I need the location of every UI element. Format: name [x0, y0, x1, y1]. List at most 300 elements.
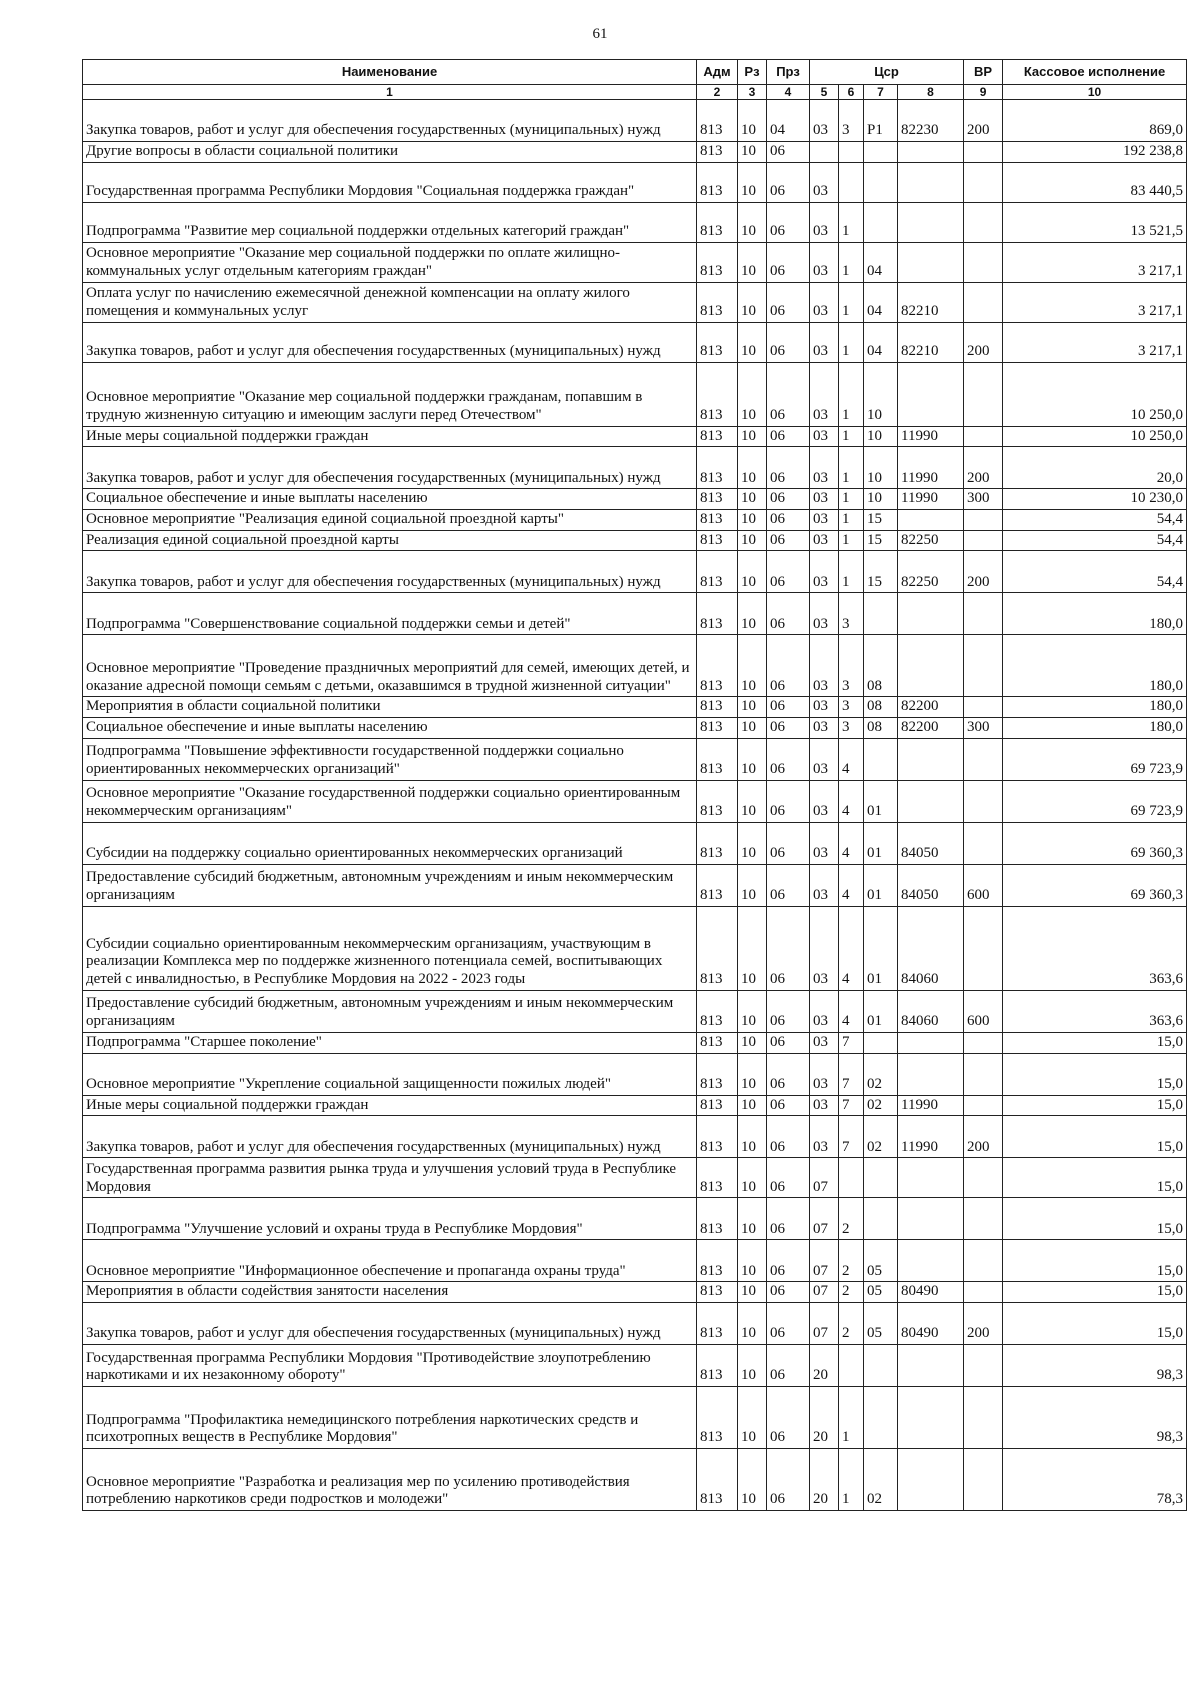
row-csr-event: [864, 1344, 898, 1386]
row-name: Закупка товаров, работ и услуг для обеспечения государственных (муниципальных) нужд: [83, 1302, 697, 1344]
row-csr-subprogram: 7: [839, 1032, 864, 1053]
row-csr-direction: 80490: [898, 1302, 964, 1344]
row-rz: 10: [738, 142, 767, 163]
row-vr: 600: [964, 990, 1003, 1032]
row-amount: 15,0: [1003, 1282, 1187, 1303]
row-csr-direction: [898, 362, 964, 426]
row-adm: 813: [697, 1032, 738, 1053]
row-rz: 10: [738, 1386, 767, 1448]
row-csr-direction: 11990: [898, 447, 964, 489]
row-rz: 10: [738, 100, 767, 142]
row-amount: 192 238,8: [1003, 142, 1187, 163]
row-csr-subprogram: 4: [839, 990, 864, 1032]
row-name: Государственная программа Республики Мордовия "Социальная поддержка граждан": [83, 162, 697, 202]
row-prz: 06: [767, 635, 810, 697]
row-rz: 10: [738, 530, 767, 551]
row-csr-event: 01: [864, 822, 898, 864]
row-csr-direction: 84060: [898, 990, 964, 1032]
row-vr: 200: [964, 1116, 1003, 1158]
row-rz: 10: [738, 162, 767, 202]
scan-edge: [0, 1692, 1200, 1702]
row-adm: 813: [697, 738, 738, 780]
row-csr-event: 10: [864, 362, 898, 426]
row-amount: 54,4: [1003, 530, 1187, 551]
row-csr-event: [864, 142, 898, 163]
row-adm: 813: [697, 162, 738, 202]
row-name: Субсидии на поддержку социально ориентированных некоммерческих организаций: [83, 822, 697, 864]
row-csr-program: 03: [810, 1032, 839, 1053]
row-rz: 10: [738, 1302, 767, 1344]
column-number: 1: [83, 85, 697, 100]
row-name: Подпрограмма "Развитие мер социальной поддержки отдельных категорий граждан": [83, 202, 697, 242]
row-vr: [964, 426, 1003, 447]
row-csr-direction: [898, 1448, 964, 1510]
row-vr: [964, 593, 1003, 635]
row-csr-program: [810, 142, 839, 163]
table-row: [83, 1282, 1187, 1303]
row-csr-program: 20: [810, 1386, 839, 1448]
row-vr: [964, 738, 1003, 780]
row-csr-subprogram: 1: [839, 530, 864, 551]
row-csr-event: P1: [864, 100, 898, 142]
row-amount: 83 440,5: [1003, 162, 1187, 202]
row-amount: 20,0: [1003, 447, 1187, 489]
row-csr-subprogram: 2: [839, 1302, 864, 1344]
header-amount: Кассовое исполнение: [1003, 60, 1187, 85]
row-prz: 06: [767, 593, 810, 635]
row-csr-subprogram: 1: [839, 242, 864, 282]
header-vr: ВР: [964, 60, 1003, 85]
row-csr-direction: 11990: [898, 1095, 964, 1116]
table-row: [83, 1116, 1187, 1158]
row-prz: 06: [767, 1095, 810, 1116]
row-csr-direction: [898, 1344, 964, 1386]
row-csr-subprogram: 1: [839, 202, 864, 242]
row-name: Государственная программа развития рынка труда и улучшения условий труда в Республике Мордовия: [83, 1158, 697, 1198]
row-csr-program: 03: [810, 697, 839, 718]
row-vr: [964, 242, 1003, 282]
row-prz: 06: [767, 202, 810, 242]
row-csr-subprogram: [839, 1344, 864, 1386]
row-name: Закупка товаров, работ и услуг для обеспечения государственных (муниципальных) нужд: [83, 447, 697, 489]
table-row: [83, 738, 1187, 780]
row-vr: [964, 780, 1003, 822]
row-vr: [964, 906, 1003, 990]
header-csr: Цср: [810, 60, 964, 85]
table-row: [83, 1158, 1187, 1198]
row-rz: 10: [738, 697, 767, 718]
row-amount: 10 250,0: [1003, 426, 1187, 447]
row-vr: 200: [964, 322, 1003, 362]
table-row: [83, 142, 1187, 163]
row-amount: 15,0: [1003, 1053, 1187, 1095]
column-number: 4: [767, 85, 810, 100]
row-csr-direction: 82230: [898, 100, 964, 142]
row-csr-program: 07: [810, 1282, 839, 1303]
row-vr: [964, 510, 1003, 531]
row-csr-direction: 82200: [898, 697, 964, 718]
row-csr-direction: [898, 780, 964, 822]
row-csr-program: 03: [810, 718, 839, 739]
row-csr-direction: 80490: [898, 1282, 964, 1303]
row-prz: 06: [767, 162, 810, 202]
row-csr-event: 08: [864, 697, 898, 718]
row-rz: 10: [738, 489, 767, 510]
row-vr: [964, 1095, 1003, 1116]
row-csr-event: [864, 162, 898, 202]
row-vr: [964, 282, 1003, 322]
row-name: Основное мероприятие "Реализация единой социальной проездной карты": [83, 510, 697, 531]
row-csr-direction: 11990: [898, 426, 964, 447]
row-vr: [964, 202, 1003, 242]
row-csr-program: 03: [810, 822, 839, 864]
row-adm: 813: [697, 510, 738, 531]
row-csr-event: 10: [864, 426, 898, 447]
row-rz: 10: [738, 202, 767, 242]
row-adm: 813: [697, 142, 738, 163]
row-csr-subprogram: 1: [839, 510, 864, 531]
row-csr-program: 03: [810, 635, 839, 697]
row-csr-program: 03: [810, 738, 839, 780]
row-csr-event: 10: [864, 489, 898, 510]
row-prz: 06: [767, 1240, 810, 1282]
row-rz: 10: [738, 1116, 767, 1158]
row-vr: [964, 822, 1003, 864]
row-prz: 06: [767, 1448, 810, 1510]
row-amount: 15,0: [1003, 1240, 1187, 1282]
row-name: Иные меры социальной поддержки граждан: [83, 426, 697, 447]
row-adm: 813: [697, 242, 738, 282]
row-csr-program: 03: [810, 1116, 839, 1158]
row-vr: [964, 697, 1003, 718]
row-csr-direction: 82250: [898, 530, 964, 551]
row-name: Закупка товаров, работ и услуг для обеспечения государственных (муниципальных) нужд: [83, 322, 697, 362]
row-csr-event: [864, 1386, 898, 1448]
row-name: Закупка товаров, работ и услуг для обеспечения государственных (муниципальных) нужд: [83, 1116, 697, 1158]
row-amount: 15,0: [1003, 1158, 1187, 1198]
table-row: [83, 426, 1187, 447]
row-vr: [964, 1344, 1003, 1386]
row-csr-program: 07: [810, 1158, 839, 1198]
header-prz: Прз: [767, 60, 810, 85]
row-name: Подпрограмма "Профилактика немедицинского потребления наркотических средств и психотропных веществ в Республике Мордовия": [83, 1386, 697, 1448]
row-rz: 10: [738, 635, 767, 697]
table-row: [83, 822, 1187, 864]
row-rz: 10: [738, 822, 767, 864]
row-amount: 54,4: [1003, 551, 1187, 593]
row-csr-program: 03: [810, 906, 839, 990]
row-csr-program: 20: [810, 1448, 839, 1510]
table-row: [83, 1240, 1187, 1282]
row-prz: 06: [767, 1032, 810, 1053]
column-number: 2: [697, 85, 738, 100]
table-row: [83, 362, 1187, 426]
row-csr-subprogram: 7: [839, 1095, 864, 1116]
row-amount: 180,0: [1003, 718, 1187, 739]
row-vr: [964, 1240, 1003, 1282]
row-vr: 600: [964, 864, 1003, 906]
row-name: Мероприятия в области социальной политики: [83, 697, 697, 718]
table-row: [83, 635, 1187, 697]
row-csr-event: 04: [864, 282, 898, 322]
table-row: [83, 697, 1187, 718]
row-prz: 06: [767, 142, 810, 163]
row-csr-event: 05: [864, 1302, 898, 1344]
table-row: [83, 1448, 1187, 1510]
row-vr: [964, 142, 1003, 163]
row-csr-event: 04: [864, 322, 898, 362]
row-rz: 10: [738, 282, 767, 322]
row-adm: 813: [697, 1095, 738, 1116]
row-prz: 06: [767, 322, 810, 362]
row-vr: [964, 1032, 1003, 1053]
row-rz: 10: [738, 1095, 767, 1116]
row-prz: 06: [767, 551, 810, 593]
row-rz: 10: [738, 1448, 767, 1510]
row-prz: 06: [767, 697, 810, 718]
row-adm: 813: [697, 780, 738, 822]
row-amount: 180,0: [1003, 635, 1187, 697]
row-vr: [964, 635, 1003, 697]
row-csr-event: 01: [864, 864, 898, 906]
row-csr-subprogram: 1: [839, 551, 864, 593]
row-rz: 10: [738, 780, 767, 822]
row-csr-event: 10: [864, 447, 898, 489]
row-adm: 813: [697, 635, 738, 697]
row-adm: 813: [697, 1282, 738, 1303]
row-csr-program: 03: [810, 990, 839, 1032]
table-row: [83, 1198, 1187, 1240]
table-row: [83, 322, 1187, 362]
row-amount: 98,3: [1003, 1386, 1187, 1448]
row-csr-subprogram: 1: [839, 322, 864, 362]
row-csr-event: 01: [864, 780, 898, 822]
row-name: Другие вопросы в области социальной политики: [83, 142, 697, 163]
row-csr-event: 02: [864, 1448, 898, 1510]
row-csr-direction: [898, 1032, 964, 1053]
row-prz: 06: [767, 510, 810, 531]
row-name: Основное мероприятие "Укрепление социальной защищенности пожилых людей": [83, 1053, 697, 1095]
row-name: Субсидии социально ориентированным некоммерческим организациям, участвующим в реализации Комплекса мер по поддержке жизненного потенциала семей, воспитывающих детей с инвалидностью, в Республике Мордовия на 2022 - 2023 годы: [83, 906, 697, 990]
row-name: Оплата услуг по начислению ежемесячной денежной компенсации на оплату жилого помещения и коммунальных услуг: [83, 282, 697, 322]
row-prz: 06: [767, 822, 810, 864]
row-csr-program: 03: [810, 489, 839, 510]
row-name: Социальное обеспечение и иные выплаты населению: [83, 718, 697, 739]
row-csr-subprogram: [839, 162, 864, 202]
row-rz: 10: [738, 1240, 767, 1282]
row-prz: 06: [767, 990, 810, 1032]
table-row: [83, 1053, 1187, 1095]
row-csr-direction: [898, 1053, 964, 1095]
row-adm: 813: [697, 697, 738, 718]
row-name: Подпрограмма "Повышение эффективности государственной поддержки социально ориентированных некоммерческих организаций": [83, 738, 697, 780]
row-csr-direction: [898, 202, 964, 242]
row-amount: 15,0: [1003, 1198, 1187, 1240]
table-row: [83, 718, 1187, 739]
row-vr: [964, 1158, 1003, 1198]
row-csr-event: [864, 738, 898, 780]
row-prz: 06: [767, 906, 810, 990]
row-prz: 06: [767, 1116, 810, 1158]
row-csr-subprogram: 4: [839, 822, 864, 864]
row-csr-event: 02: [864, 1053, 898, 1095]
row-csr-program: 03: [810, 426, 839, 447]
row-csr-direction: 84050: [898, 864, 964, 906]
row-amount: 15,0: [1003, 1302, 1187, 1344]
row-csr-event: [864, 202, 898, 242]
row-csr-direction: 84060: [898, 906, 964, 990]
row-csr-program: 03: [810, 510, 839, 531]
row-rz: 10: [738, 1344, 767, 1386]
table-row: [83, 510, 1187, 531]
row-adm: 813: [697, 990, 738, 1032]
row-csr-subprogram: 4: [839, 738, 864, 780]
row-name: Подпрограмма "Улучшение условий и охраны труда в Республике Мордовия": [83, 1198, 697, 1240]
row-adm: 813: [697, 489, 738, 510]
row-csr-program: 03: [810, 322, 839, 362]
row-adm: 813: [697, 1240, 738, 1282]
row-rz: 10: [738, 362, 767, 426]
row-amount: 13 521,5: [1003, 202, 1187, 242]
header-adm: Адм: [697, 60, 738, 85]
row-csr-program: 03: [810, 780, 839, 822]
row-amount: 363,6: [1003, 990, 1187, 1032]
row-csr-subprogram: [839, 142, 864, 163]
row-vr: 300: [964, 489, 1003, 510]
row-name: Иные меры социальной поддержки граждан: [83, 1095, 697, 1116]
row-rz: 10: [738, 864, 767, 906]
row-csr-subprogram: 1: [839, 362, 864, 426]
column-number: 7: [864, 85, 898, 100]
row-csr-program: 03: [810, 1095, 839, 1116]
row-csr-direction: 84050: [898, 822, 964, 864]
row-csr-direction: [898, 1158, 964, 1198]
row-csr-event: [864, 1032, 898, 1053]
row-csr-event: [864, 593, 898, 635]
row-csr-subprogram: 2: [839, 1240, 864, 1282]
row-name: Основное мероприятие "Разработка и реализация мер по усилению противодействия потреблению наркотиков среди подростков и молодежи": [83, 1448, 697, 1510]
row-csr-event: 15: [864, 530, 898, 551]
row-vr: [964, 162, 1003, 202]
row-vr: 200: [964, 1302, 1003, 1344]
row-rz: 10: [738, 1032, 767, 1053]
row-amount: 69 360,3: [1003, 864, 1187, 906]
row-adm: 813: [697, 1053, 738, 1095]
row-csr-event: [864, 1158, 898, 1198]
row-amount: 98,3: [1003, 1344, 1187, 1386]
row-name: Основное мероприятие "Проведение праздничных мероприятий для семей, имеющих детей, и оказание адресной помощи семьям с детьми, оказавшимся в трудной жизненной ситуации": [83, 635, 697, 697]
row-name: Основное мероприятие "Оказание мер социальной поддержки по оплате жилищно-коммунальных услуг отдельным категориям граждан": [83, 242, 697, 282]
row-csr-subprogram: 4: [839, 864, 864, 906]
row-csr-direction: [898, 635, 964, 697]
row-rz: 10: [738, 990, 767, 1032]
row-rz: 10: [738, 1053, 767, 1095]
row-csr-subprogram: 3: [839, 718, 864, 739]
row-csr-subprogram: 1: [839, 426, 864, 447]
row-csr-direction: 11990: [898, 1116, 964, 1158]
row-csr-program: 03: [810, 551, 839, 593]
row-csr-subprogram: 2: [839, 1282, 864, 1303]
row-vr: [964, 1198, 1003, 1240]
table-row: [83, 162, 1187, 202]
row-vr: 300: [964, 718, 1003, 739]
row-name: Реализация единой социальной проездной карты: [83, 530, 697, 551]
row-prz: 06: [767, 864, 810, 906]
row-adm: 813: [697, 1158, 738, 1198]
table-row: [83, 780, 1187, 822]
page-number: 61: [592, 26, 608, 42]
row-csr-program: 03: [810, 242, 839, 282]
row-vr: [964, 1386, 1003, 1448]
row-csr-program: 03: [810, 202, 839, 242]
row-csr-event: 15: [864, 510, 898, 531]
row-amount: 869,0: [1003, 100, 1187, 142]
row-vr: [964, 1448, 1003, 1510]
row-rz: 10: [738, 738, 767, 780]
row-csr-subprogram: 3: [839, 593, 864, 635]
row-csr-direction: 82200: [898, 718, 964, 739]
budget-table: [82, 59, 1187, 1511]
row-rz: 10: [738, 242, 767, 282]
row-name: Мероприятия в области содействия занятости населения: [83, 1282, 697, 1303]
row-csr-subprogram: 1: [839, 447, 864, 489]
table-row: [83, 100, 1187, 142]
row-vr: [964, 1053, 1003, 1095]
row-csr-direction: [898, 162, 964, 202]
row-csr-program: 07: [810, 1198, 839, 1240]
row-prz: 06: [767, 780, 810, 822]
row-vr: 200: [964, 551, 1003, 593]
row-csr-event: 05: [864, 1282, 898, 1303]
row-csr-program: 20: [810, 1344, 839, 1386]
row-csr-direction: [898, 510, 964, 531]
row-csr-direction: 82210: [898, 282, 964, 322]
row-amount: 69 360,3: [1003, 822, 1187, 864]
row-csr-subprogram: 7: [839, 1116, 864, 1158]
row-prz: 06: [767, 718, 810, 739]
table-row: [83, 990, 1187, 1032]
table-row: [83, 242, 1187, 282]
row-adm: 813: [697, 1198, 738, 1240]
row-prz: 06: [767, 447, 810, 489]
row-vr: 200: [964, 447, 1003, 489]
row-vr: [964, 362, 1003, 426]
row-prz: 06: [767, 1302, 810, 1344]
row-prz: 06: [767, 242, 810, 282]
row-prz: 06: [767, 282, 810, 322]
row-rz: 10: [738, 510, 767, 531]
row-name: Подпрограмма "Совершенствование социальной поддержки семьи и детей": [83, 593, 697, 635]
column-number-row: [83, 85, 1187, 100]
row-adm: 813: [697, 362, 738, 426]
table-row: [83, 551, 1187, 593]
row-adm: 813: [697, 718, 738, 739]
row-adm: 813: [697, 1302, 738, 1344]
row-csr-direction: [898, 1198, 964, 1240]
row-csr-event: 02: [864, 1116, 898, 1158]
row-csr-subprogram: [839, 1158, 864, 1198]
column-number: 6: [839, 85, 864, 100]
row-adm: 813: [697, 1116, 738, 1158]
row-csr-subprogram: 4: [839, 906, 864, 990]
row-csr-direction: [898, 1386, 964, 1448]
row-csr-subprogram: 1: [839, 1386, 864, 1448]
row-adm: 813: [697, 282, 738, 322]
row-adm: 813: [697, 593, 738, 635]
table-row: [83, 282, 1187, 322]
row-adm: 813: [697, 426, 738, 447]
row-amount: 15,0: [1003, 1116, 1187, 1158]
